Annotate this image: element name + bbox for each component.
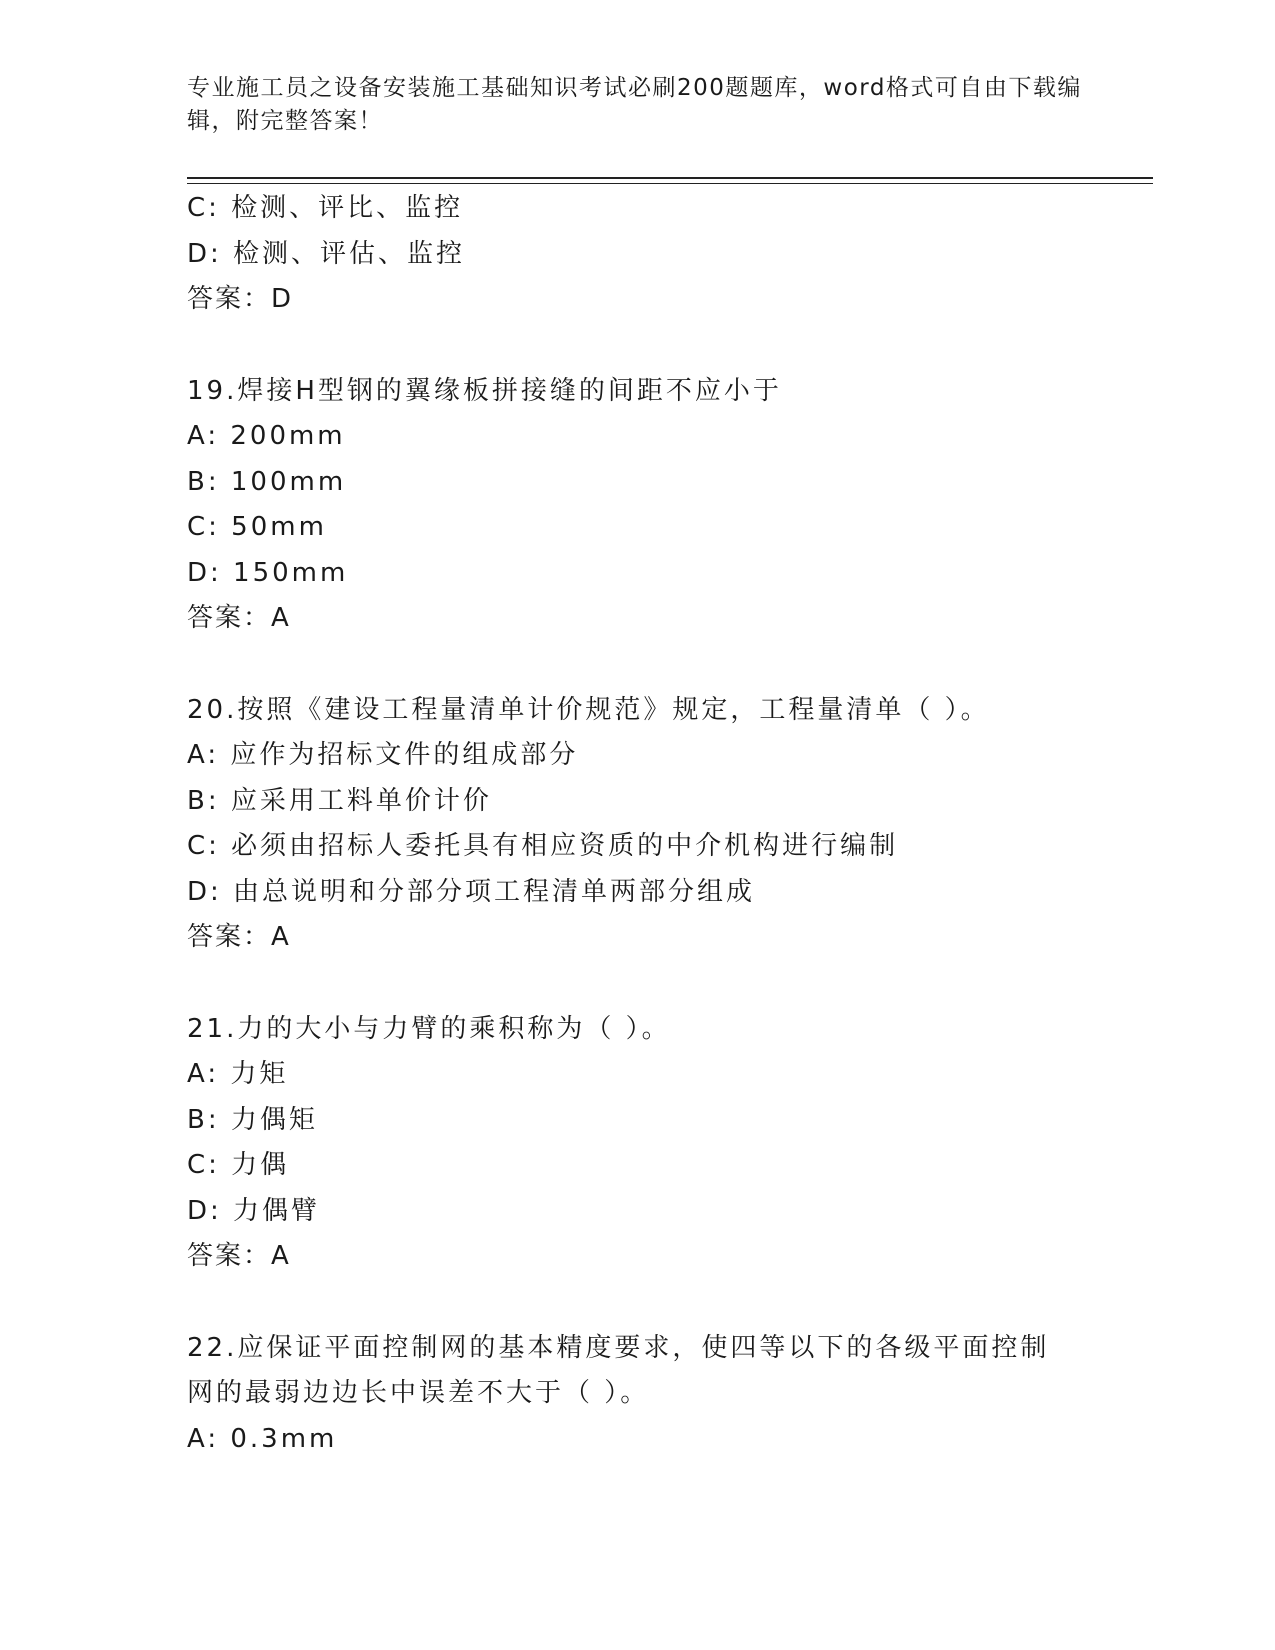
option-b: B: 100mm <box>187 466 347 497</box>
page-header: 专业施工员之设备安装施工基础知识考试必刷200题题库，word格式可自由下载编辑，附完整答案！ <box>187 75 1082 134</box>
spacer <box>187 642 1087 688</box>
question-stem: 22.应保证平面控制网的基本精度要求，使四等以下的各级平面控制网的最弱边边长中误差不大于（ ）。 <box>187 1332 1050 1408</box>
option-d: D: 力偶臂 <box>187 1195 321 1226</box>
spacer <box>187 961 1087 1007</box>
question-stem: 21.力的大小与力臂的乘积称为（ ）。 <box>187 1013 671 1044</box>
option-a: A: 力矩 <box>187 1059 289 1089</box>
option-c: C: 50mm <box>187 512 327 542</box>
option-d: D: 150mm <box>187 557 349 588</box>
option-a: A: 200mm <box>187 421 346 451</box>
answer-line: 答案：A <box>187 922 291 952</box>
question-stem: 19.焊接H型钢的翼缘板拼接缝的间距不应小于 <box>187 375 782 406</box>
option-c: C: 力偶 <box>187 1150 290 1180</box>
option-a: A: 应作为招标文件的组成部分 <box>187 740 579 770</box>
answer-line: 答案：A <box>187 603 291 633</box>
question-19 <box>187 369 1087 642</box>
question-21 <box>187 1007 1087 1280</box>
spacer <box>187 323 1087 369</box>
option-d: D: 由总说明和分部分项工程清单两部分组成 <box>187 876 756 907</box>
header-divider-thick <box>187 177 1153 179</box>
option-c: C: 检测、评比、监控 <box>187 193 464 223</box>
answer-line: 答案：A <box>187 1241 291 1271</box>
header-divider-thin <box>187 183 1153 184</box>
answer-line: 答案：D <box>187 284 294 314</box>
document-body <box>187 186 1087 1462</box>
question-stem: 20.按照《建设工程量清单计价规范》规定，工程量清单（ ）。 <box>187 694 990 725</box>
spacer <box>187 1280 1087 1326</box>
option-d: D: 检测、评估、监控 <box>187 238 466 269</box>
option-a: A: 0.3mm <box>187 1423 338 1454</box>
option-b: B: 力偶矩 <box>187 1104 318 1135</box>
option-c: C: 必须由招标人委托具有相应资质的中介机构进行编制 <box>187 831 899 861</box>
question-18-partial <box>187 186 1087 323</box>
question-20 <box>187 688 1087 961</box>
question-22 <box>187 1326 1087 1463</box>
option-b: B: 应采用工料单价计价 <box>187 785 492 816</box>
